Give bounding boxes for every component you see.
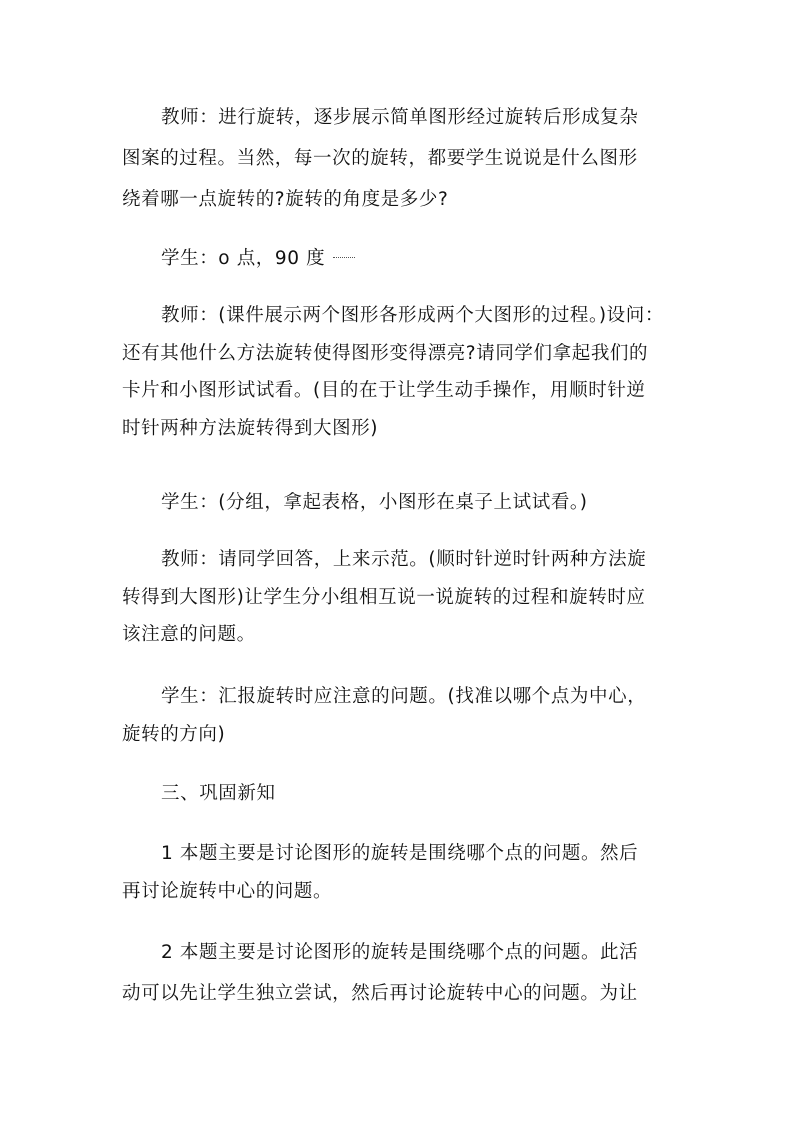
- text-line: 图案的过程。当然，每一次的旋转，都要学生说说是什么图形: [122, 148, 638, 169]
- text-line: 转得到大图形)让学生分小组相互说一说旋转的过程和旋转时应: [122, 587, 646, 608]
- ellipsis-dots: [333, 257, 355, 258]
- text-line: 时针两种方法旋转得到大图形): [122, 418, 379, 439]
- section-heading-text: 三、巩固新知: [161, 783, 276, 804]
- student-answer-text: 学生：o 点，90 度: [161, 248, 326, 269]
- text-line: 教师：请同学回答，上来示范。(顺时针逆时针两种方法旋: [161, 549, 647, 570]
- text-line: 绕着哪一点旋转的?旋转的角度是多少?: [122, 189, 449, 210]
- text-line: 动可以先让学生独立尝试，然后再讨论旋转中心的问题。为让: [122, 983, 638, 1004]
- text-line: 该注意的问题。: [122, 624, 256, 645]
- text-line: 教师：(课件展示两个图形各形成两个大图形的过程。)设问：: [161, 305, 664, 326]
- text-line: 教师：进行旋转，逐步展示简单图形经过旋转后形成复杂: [161, 107, 639, 128]
- text-line: 还有其他什么方法旋转使得图形变得漂亮?请同学们拿起我们的: [122, 343, 649, 364]
- text-line: 学生：(分组，拿起表格，小图形在桌子上试试看。): [161, 492, 588, 513]
- text-line: 1 本题主要是讨论图形的旋转是围绕哪个点的问题。然后: [161, 843, 639, 864]
- text-line: 旋转的方向): [122, 724, 226, 745]
- text-line: 学生：汇报旋转时应注意的问题。(找准以哪个点为中心，: [161, 686, 647, 707]
- text-line: 2 本题主要是讨论图形的旋转是围绕哪个点的问题。此活: [161, 942, 639, 963]
- text-line: [161, 247, 723, 271]
- text-line: 卡片和小图形试试看。(目的在于让学生动手操作，用顺时针逆: [122, 380, 646, 401]
- text-line: 再讨论旋转中心的问题。: [122, 881, 333, 902]
